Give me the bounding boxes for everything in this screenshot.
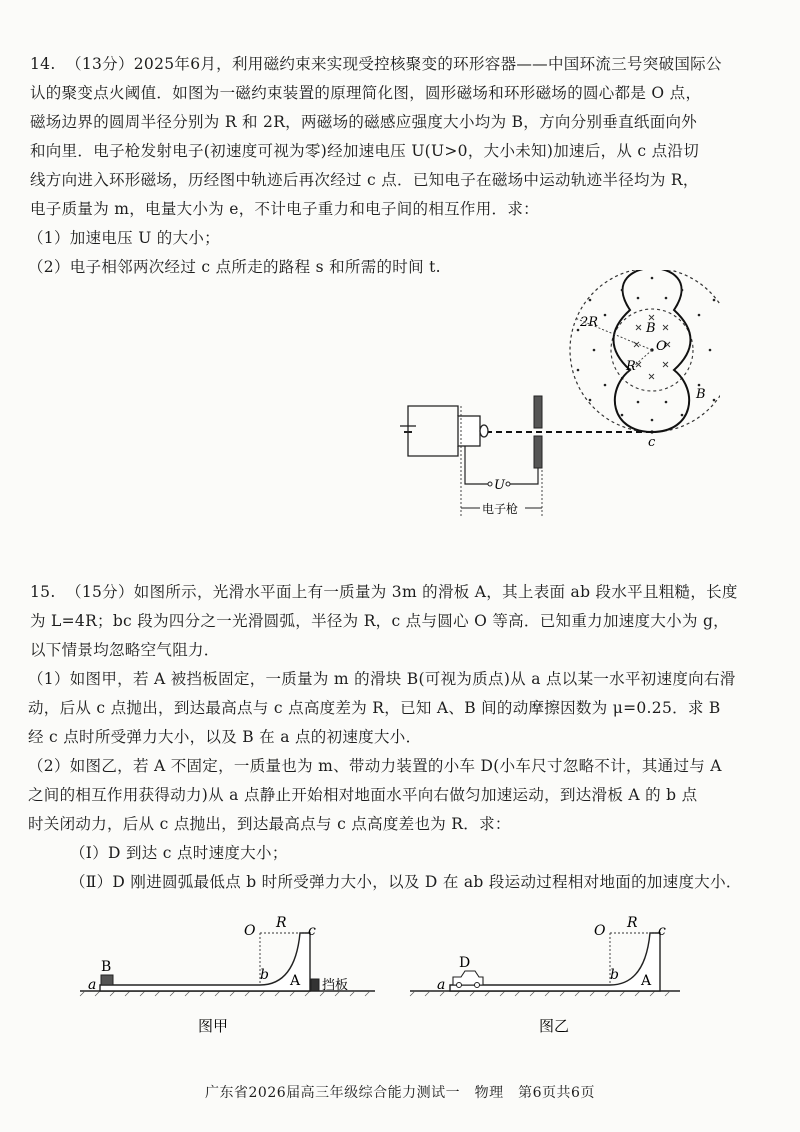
page-footer: 广东省2026届高三年级综合能力测试一 物理 第6页共6页 [205,1085,595,1101]
q14-sub-1: （1）加速电压 U 的大小； [28,229,220,247]
terminal-right [506,482,510,486]
label-d-car: D [459,955,471,971]
q14-line-6: 电子质量为 m，电量大小为 e，不计电子重力和电子间的相互作用．求： [30,200,539,218]
q15-number: 15. [30,583,56,601]
label-b-inner: B [646,321,656,336]
q15-line-2: 为 L=4R；bc 段为四分之一光滑圆弧，半径为 R，c 点与圆心 O 等高．已知重力加速度大小为 g， [30,612,729,630]
q14-number: 14. [30,55,56,73]
label-o-yi: O [594,923,606,939]
label-c-yi: c [658,923,666,939]
label-o: O [656,339,667,354]
caption-yi: 图乙 [539,1017,570,1035]
q14-points: （13分） [66,55,134,73]
q15-part2-line-2: 之间的相互作用获得动力)从 a 点静止开始相对地面水平向右做匀加速运动，到达滑板 A 的 b 点 [28,786,698,804]
car-wheel-left [457,983,462,988]
q14-sub-2: （2）电子相邻两次经过 c 点所走的路程 s 和所需的时间 t. [28,258,441,276]
block-b [101,975,113,985]
terminal-left [488,482,492,486]
car-wheel-right [475,983,480,988]
plate-lower [534,436,542,468]
label-gun: 电子枪 [482,502,519,516]
q15-part1-line-1: （1）如图甲，若 A 被挡板固定，一质量为 m 的滑块 B(可视为质点)从 a 点以某一水平初速度向右滑 [28,670,736,688]
label-stopper: 挡板 [322,978,349,993]
q15-part2-line-1: （2）如图乙，若 A 不固定，一质量也为 m、带动力装置的小车 D(小车尺寸忽略不计，其通过与 A [28,757,722,775]
label-o-jia: O [244,923,256,939]
q14-line-4: 和向里．电子枪发射电子(初速度可视为零)经加速电压 U(U>0，大小未知)加速后，从 c 点沿切 [30,142,700,160]
q14-line-1 [30,50,780,79]
q15-sub-ii: （Ⅱ）D 刚进圆弧最低点 b 时所受弹力大小，以及 D 在 ab 段运动过程相对地面的加速度大小． [70,873,742,891]
label-b-point-jia: b [260,967,269,983]
q14-line-2: 认的聚变点火阈值．如图为一磁约束装置的原理简化图，圆形磁场和环形磁场的圆心都是 O 点， [30,84,702,102]
label-u: U [494,478,505,493]
q15-text-1: 如图所示，光滑水平面上有一质量为 3m 的滑板 A，其上表面 ab 段水平且粗糙，长度 [133,583,738,601]
label-a-yi: a [437,977,446,993]
label-b-block: B [101,959,112,975]
figure-jia [70,905,380,1040]
label-a-board-jia: A [290,973,301,989]
q14-line-5: 线方向进入环形磁场，历经图中轨迹后再次经过 c 点．已知电子在磁场中运动轨迹半径均为 R， [30,171,699,189]
q15-part1-line-2: 动，后从 c 点抛出，到达最高点与 c 点高度差为 R，已知 A、B 间的动摩擦因数为 μ=0.25．求 B [28,699,721,717]
q15-line-1 [30,578,780,607]
cathode-tip [480,425,488,437]
label-r-yi: R [627,915,638,931]
label-2r: 2R [580,315,599,330]
heater-circuit [408,406,458,456]
stopper [311,979,319,991]
label-c: c [648,435,656,450]
q14-line-3: 磁场边界的圆周半径分别为 R 和 2R，两磁场的磁感应强度大小均为 B，方向分别垂直纸面向外 [30,113,698,131]
caption-jia: 图甲 [198,1017,229,1035]
figure-yi [405,905,685,1040]
q14-text-1: 2025年6月，利用磁约束来实现受控核聚变的环形容器——中国环流三号突破国际公 [133,55,722,73]
label-r: R [626,359,636,374]
q15-part2-line-3: 时关闭动力，后从 c 点抛出，到达最高点与 c 点高度差也为 R．求： [28,815,511,833]
label-c-jia: c [308,923,316,939]
label-r-jia: R [276,915,287,931]
label-a-jia: a [88,977,97,993]
q15-line-3: 以下情景均忽略空气阻力． [30,641,220,659]
magnetic-confinement-figure [390,270,720,530]
q15-part1-line-3: 经 c 点时所受弹力大小，以及 B 在 a 点的初速度大小． [28,728,422,746]
plate-upper [534,396,542,428]
slide-board-a-jia [100,933,310,991]
label-b-outer: B [696,387,706,402]
q15-points: （15分） [66,583,134,601]
outer-field-boundary [570,270,720,432]
label-b-point-yi: b [610,967,619,983]
label-a-board-yi: A [641,973,652,989]
q15-sub-i: （Ⅰ）D 到达 c 点时速度大小； [70,844,288,862]
